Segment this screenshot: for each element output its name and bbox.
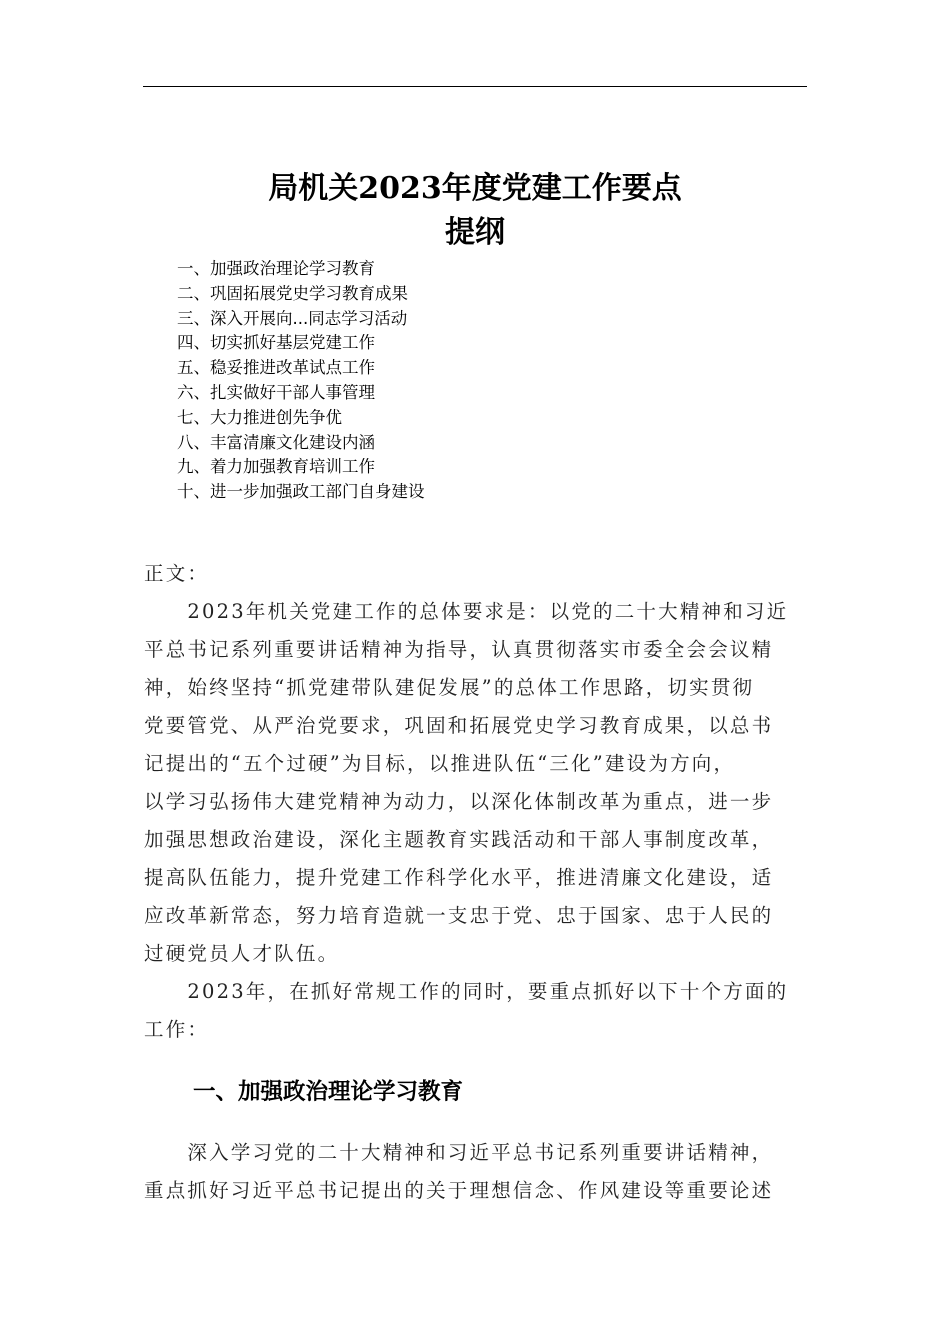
- outline-item: 十、进一步加强政工部门自身建设: [177, 482, 425, 502]
- paragraph-line: 重点抓好习近平总书记提出的关于理想信念、作风建设等重要论述: [144, 1179, 774, 1202]
- paragraph-line: 党要管党、从严治党要求，巩固和拓展党史学习教育成果，以总书: [144, 714, 774, 737]
- document-title: 局机关2023年度党建工作要点: [268, 171, 682, 206]
- paragraph-line: 提高队伍能力，提升党建工作科学化水平，推进清廉文化建设，适: [144, 866, 774, 889]
- section-heading: 一、加强政治理论学习教育: [193, 1079, 464, 1105]
- paragraph-line: 以学习弘扬伟大建党精神为动力，以深化体制改革为重点，进一步: [144, 790, 774, 813]
- outline-list: [177, 257, 425, 505]
- paragraph-line: 2023年，在抓好常规工作的同时，要重点抓好以下十个方面的: [144, 980, 789, 1003]
- paragraph-line: 深入学习党的二十大精神和习近平总书记系列重要讲话精神，: [144, 1141, 774, 1164]
- header-rule: [143, 86, 807, 87]
- outline-item: 四、切实抓好基层党建工作: [177, 333, 375, 353]
- paragraph-line: 工作：: [144, 1018, 210, 1041]
- body-label: 正文：: [144, 562, 210, 585]
- paragraph-line: 神，始终坚持“抓党建带队建促发展”的总体工作思路，切实贯彻: [144, 676, 755, 699]
- paragraph-line: 2023年机关党建工作的总体要求是：以党的二十大精神和习近: [144, 600, 789, 623]
- paragraph-line: 平总书记系列重要讲话精神为指导，认真贯彻落实市委全会会议精: [144, 638, 774, 661]
- paragraph-line: 加强思想政治建设，深化主题教育实践活动和干部人事制度改革，: [144, 828, 774, 851]
- outline-item: 九、着力加强教育培训工作: [177, 457, 375, 477]
- outline-item: 七、大力推进创先争优: [177, 407, 342, 427]
- paragraph-line: 过硬党员人才队伍。: [144, 942, 340, 965]
- outline-item: 二、巩固拓展党史学习教育成果: [177, 283, 408, 303]
- outline-item: 六、扎实做好干部人事管理: [177, 382, 375, 402]
- outline-item: 一、加强政治理论学习教育: [177, 259, 375, 278]
- outline-item: 三、深入开展向...同志学习活动: [177, 308, 408, 328]
- document-subtitle: 提纲: [445, 215, 505, 250]
- outline-item: 五、稳妥推进改革试点工作: [177, 358, 375, 378]
- paragraph-line: 应改革新常态，努力培育造就一支忠于党、忠于国家、忠于人民的: [144, 904, 774, 927]
- outline-item: 八、丰富清廉文化建设内涵: [177, 432, 375, 452]
- paragraph-line: 记提出的“五个过硬”为目标，以推进队伍“三化”建设为方向，: [144, 752, 736, 775]
